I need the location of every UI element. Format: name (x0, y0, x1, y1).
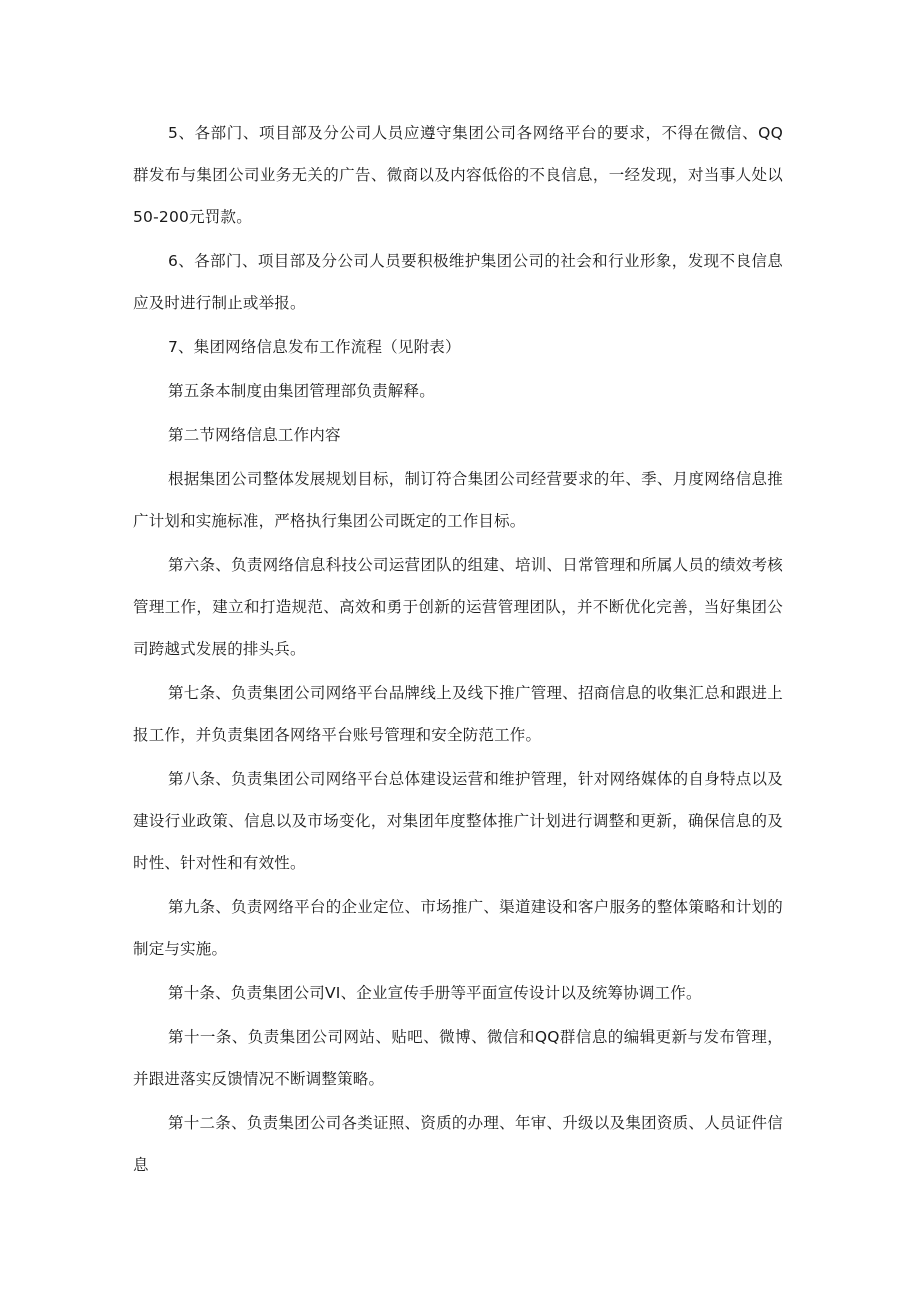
paragraph-article-7: 第七条、负责集团公司网络平台品牌线上及线下推广管理、招商信息的收集汇总和跟进上报工作，并负责集团各网络平台账号管理和安全防范工作。 (133, 684, 783, 744)
paragraph-rule-5: 5、各部门、项目部及分公司人员应遵守集团公司各网络平台的要求，不得在微信、QQ群发布与集团公司业务无关的广告、微商以及内容低俗的不良信息，一经发现，对当事人处以50-200元罚款。 (133, 124, 783, 226)
paragraph-rule-7: 7、集团网络信息发布工作流程（见附表） (168, 338, 461, 356)
document-body (133, 112, 783, 1188)
paragraph-rule-6: 6、各部门、项目部及分公司人员要积极维护集团公司的社会和行业形象，发现不良信息应及时进行制止或举报。 (133, 252, 783, 312)
paragraph-article-6: 第六条、负责网络信息科技公司运营团队的组建、培训、日常管理和所属人员的绩效考核管理工作，建立和打造规范、高效和勇于创新的运营管理团队，并不断优化完善，当好集团公司跨越式发展的排头兵。 (133, 556, 783, 658)
paragraph-article-8: 第八条、负责集团公司网络平台总体建设运营和维护管理，针对网络媒体的自身特点以及建设行业政策、信息以及市场变化，对集团年度整体推广计划进行调整和更新，确保信息的及时性、针对性和有效性。 (133, 770, 783, 872)
paragraph-article-11: 第十一条、负责集团公司网站、贴吧、微博、微信和QQ群信息的编辑更新与发布管理，并跟进落实反馈情况不断调整策略。 (133, 1028, 783, 1088)
section-heading-2: 第二节网络信息工作内容 (168, 426, 341, 444)
paragraph-article-10: 第十条、负责集团公司VI、企业宣传手册等平面宣传设计以及统筹协调工作。 (168, 984, 702, 1002)
paragraph-article-12: 第十二条、负责集团公司各类证照、资质的办理、年审、升级以及集团资质、人员证件信息 (133, 1114, 783, 1174)
paragraph-article-5: 第五条本制度由集团管理部负责解释。 (168, 382, 435, 400)
paragraph-planning: 根据集团公司整体发展规划目标，制订符合集团公司经营要求的年、季、月度网络信息推广计划和实施标准，严格执行集团公司既定的工作目标。 (133, 470, 783, 530)
paragraph-article-9: 第九条、负责网络平台的企业定位、市场推广、渠道建设和客户服务的整体策略和计划的制定与实施。 (133, 898, 783, 958)
